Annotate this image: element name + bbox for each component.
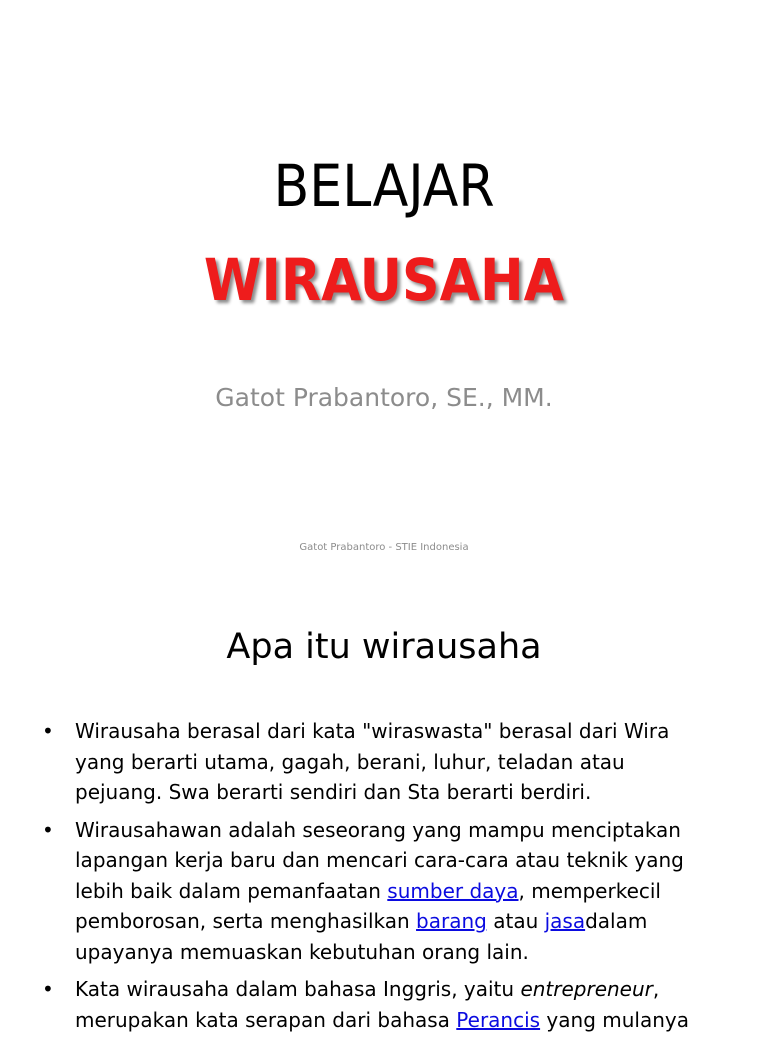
bullet-dot-icon: • — [42, 977, 54, 1001]
link-sumber-daya[interactable]: sumber daya — [387, 878, 519, 903]
bullet-list — [42, 716, 702, 1042]
bullet-item-3 — [42, 974, 702, 1035]
bullet-text-part: , merupakan kata serapan dari bahasa — [75, 977, 660, 1032]
bullet-text-part: Wirausahawan adalah seseorang yang mampu menciptakan lapangan kerja baru dan mencari cara-cara atau teknik yang lebih baik dalam pemanfaatan — [75, 817, 684, 903]
bullet-text-part: yang mulanya — [540, 1007, 689, 1032]
slide-title-line2: WIRAUSAHA — [203, 246, 565, 314]
bullet-item-1 — [42, 716, 702, 808]
bullet-text-part: , memperkecil pemborosan, serta menghasilkan — [75, 878, 661, 933]
slide-footer: Gatot Prabantoro - STIE Indonesia — [299, 542, 469, 553]
bullet-text-part: dalam upayanya memuaskan kebutuhan orang lain. — [75, 909, 648, 964]
slide-title-line1: BELAJAR — [273, 152, 495, 220]
link-barang[interactable]: barang — [416, 909, 487, 933]
author-subtitle: Gatot Prabantoro, SE., MM. — [215, 383, 553, 412]
bullet-item-2 — [42, 815, 702, 968]
bullet-dot-icon: • — [42, 817, 54, 842]
content-slide — [0, 576, 768, 1032]
content-slide-title: Apa itu wirausaha — [226, 627, 542, 667]
link-perancis[interactable]: Perancis — [456, 1007, 541, 1032]
bullet-dot-icon: • — [42, 719, 54, 743]
bullet-text-part: atau — [486, 909, 545, 933]
bullet-text-part: Kata wirausaha dalam bahasa Inggris, yaitu — [75, 977, 521, 1001]
link-jasa[interactable]: jasa — [544, 909, 586, 933]
bullet-text: Wirausaha berasal dari kata "wiraswasta" berasal dari Wira yang berarti utama, gagah, berani, luhur, teladan atau pejuang. Swa berarti sendiri dan Sta berarti berdiri. — [75, 719, 670, 804]
italic-term: entrepreneur — [520, 977, 653, 1001]
